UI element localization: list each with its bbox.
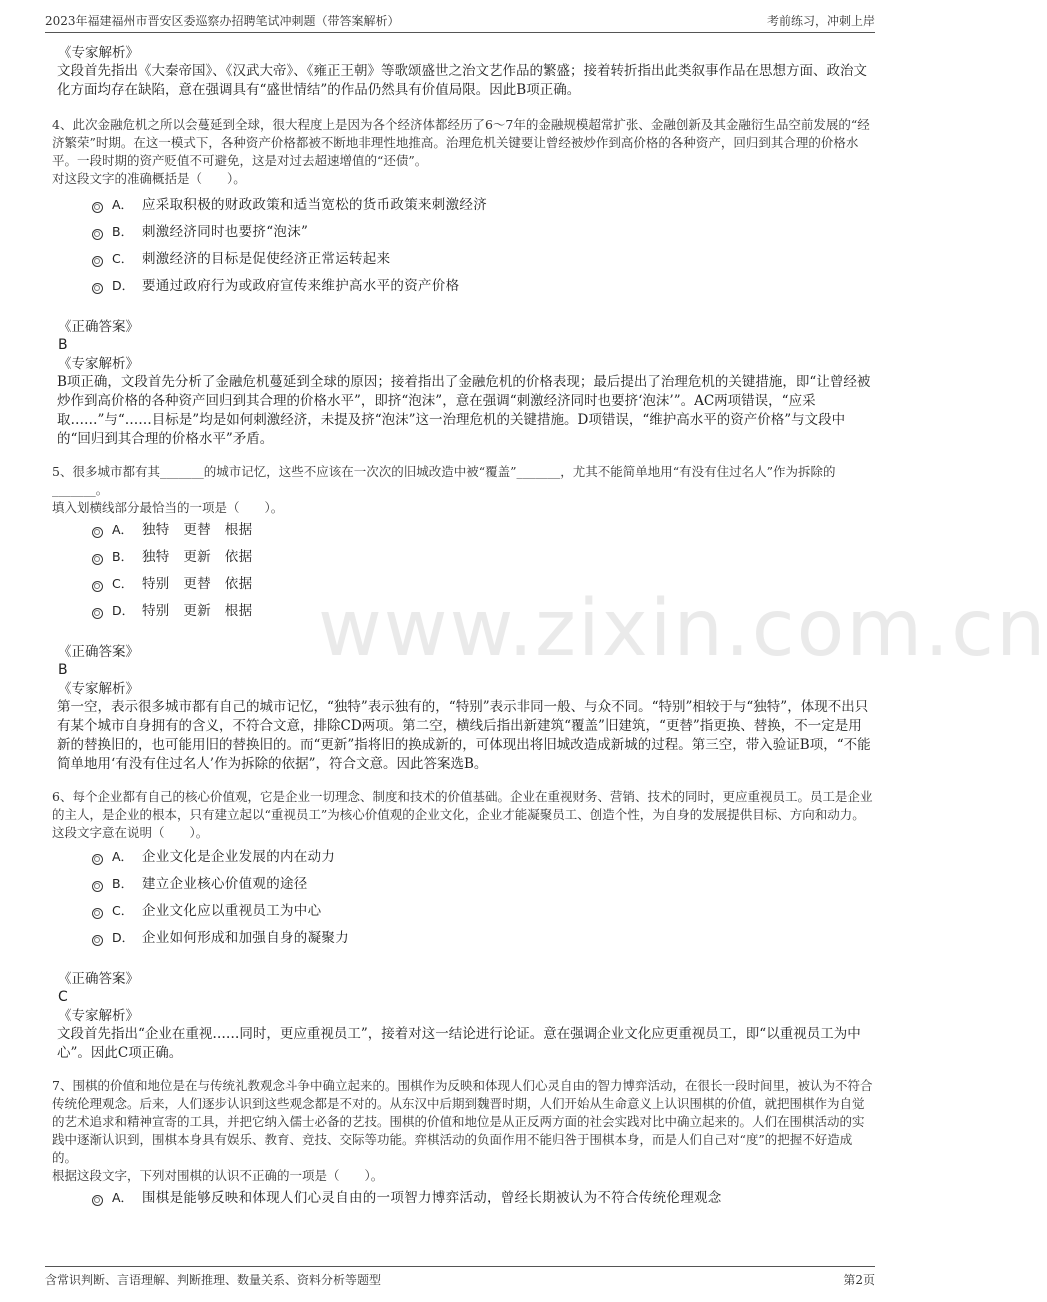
option-a[interactable]: A． 独特 更替 根据 bbox=[92, 521, 875, 548]
analysis-text: 文段首先指出《大秦帝国》、《汉武大帝》、《雍正王朝》等歌颂盛世之治文艺作品的繁盛；接着转折指出此类叙事作品在思想方面、政治文化方面均存在缺陷，意在强调具有“盛世情结”的作品仍然具有价值局限。因此B项正确。 bbox=[57, 63, 867, 98]
header-slogan: 考前练习，冲刺上岸 bbox=[766, 14, 875, 28]
options-list bbox=[92, 848, 875, 956]
analysis-text: 第一空，表示很多城市都有自己的城市记忆，“独特”表示独有的，“特别”表示非同一般、与众不同。“特别”相较于与“独特”，体现不出只有某个城市自身拥有的含义，不符合文意，排除CD两项。第二空，横线后指出新建筑“覆盖”旧建筑，“更替”指更换、替换，不一定是用新的替换旧的，也可能用旧的替换旧的。而“更新”指将旧的换成新的，可体现出将旧城改造成新城的过程。第三空，带入验证B项，“不能简单地用‘有没有住过名人’作为拆除的依据”，符合文意。因此答案选B。 bbox=[57, 699, 871, 772]
option-c[interactable]: C． 刺激经济的目标是促使经济正常运转起来 bbox=[92, 250, 875, 277]
question-prompt: 这段文字意在说明（ ）。 bbox=[52, 825, 209, 840]
answer-value: B bbox=[58, 662, 68, 678]
radio-icon[interactable] bbox=[92, 1195, 103, 1206]
question-5 bbox=[52, 463, 875, 774]
question-prompt: 根据这段文字，下列对围棋的认识不正确的一项是（ ）。 bbox=[52, 1168, 384, 1183]
option-a[interactable]: A． 企业文化是企业发展的内在动力 bbox=[92, 848, 875, 875]
answer-label: 《正确答案》 bbox=[58, 971, 139, 987]
option-d[interactable]: D． 要通过政府行为或政府宣传来维护高水平的资产价格 bbox=[92, 277, 875, 304]
radio-icon[interactable] bbox=[92, 256, 103, 267]
question-6 bbox=[52, 788, 875, 1063]
answer-label: 《正确答案》 bbox=[58, 319, 139, 335]
option-c[interactable]: C． 特别 更替 依据 bbox=[92, 575, 875, 602]
option-a[interactable]: A． 应采取积极的财政政策和适当宽松的货币政策来刺激经济 bbox=[92, 196, 875, 223]
page-header bbox=[45, 10, 875, 33]
radio-icon[interactable] bbox=[92, 283, 103, 294]
page-footer bbox=[45, 1266, 875, 1287]
analysis-label: 《专家解析》 bbox=[58, 45, 139, 61]
options-list bbox=[92, 1189, 875, 1216]
answer-label: 《正确答案》 bbox=[58, 644, 139, 660]
option-b[interactable]: B． 建立企业核心价值观的途径 bbox=[92, 875, 875, 902]
question-prompt: 对这段文字的准确概括是（ ）。 bbox=[52, 171, 246, 186]
answer-value: B bbox=[58, 337, 68, 353]
option-b[interactable]: B． 独特 更新 依据 bbox=[92, 548, 875, 575]
option-d[interactable]: D． 企业如何形成和加强自身的凝聚力 bbox=[92, 929, 875, 956]
radio-icon[interactable] bbox=[92, 881, 103, 892]
analysis-label: 《专家解析》 bbox=[58, 681, 139, 697]
document-body bbox=[52, 44, 875, 1216]
radio-icon[interactable] bbox=[92, 527, 103, 538]
watermark: www.zixin.com.cn bbox=[318, 584, 1047, 674]
footer-categories: 含常识判断、言语理解、判断推理、数量关系、资料分析等题型 bbox=[45, 1273, 382, 1287]
question-stem: 7、围棋的价值和地位是在与传统礼教观念斗争中确立起来的。围棋作为反映和体现人们心灵自由的智力博弈活动，在很长一段时间里，被认为不符合传统伦理观念。后来，人们逐步认识到这些观念都是不对的。从东汉中后期到魏晋时期，人们开始从生命意义上认识围棋的价值，就把围棋作为自觉的艺术追求和精神宣寄的工具，并把它纳入儒士必备的艺技。围棋的价值和地位是从正反两方面的社会实践对比中确立起来的。人们在围棋活动的实践中逐渐认识到，围棋本身具有娱乐、教育、竞技、交际等功能。弈棋活动的负面作用不能归咎于围棋本身，而是人们自己对“度”的把握不好造成的。 bbox=[52, 1078, 873, 1165]
radio-icon[interactable] bbox=[92, 202, 103, 213]
document-title: 2023年福建福州市晋安区委巡察办招聘笔试冲刺题（带答案解析） bbox=[45, 14, 400, 28]
radio-icon[interactable] bbox=[92, 608, 103, 619]
answer-value: C bbox=[58, 989, 68, 1005]
radio-icon[interactable] bbox=[92, 229, 103, 240]
option-c[interactable]: C． 企业文化应以重视员工为中心 bbox=[92, 902, 875, 929]
question-prompt: 填入划横线部分最恰当的一项是（ ）。 bbox=[52, 500, 284, 515]
analysis-text: B项正确，文段首先分析了金融危机蔓延到全球的原因；接着指出了金融危机的价格表现；最后提出了治理危机的关键措施，即“让曾经被炒作到高价格的各种资产回归到其合理的价格水平”，即挤“泡沫”，意在强调“刺激经济同时也要挤‘泡沫’”。AC两项错误，“应采取……”与“……目标是”均是如何刺激经济，未提及挤“泡沫”这一治理危机的关键措施。D项错误，“维护高水平的资产价格”与文段中的“回归到其合理的价格水平”矛盾。 bbox=[57, 374, 871, 447]
option-b[interactable]: B． 刺激经济同时也要挤“泡沫” bbox=[92, 223, 875, 250]
radio-icon[interactable] bbox=[92, 908, 103, 919]
question-stem: 5、很多城市都有其_______的城市记忆，这些不应该在一次次的旧城改造中被“覆盖”_______，尤其不能简单地用“有没有住过名人”作为拆除的_______。 bbox=[52, 464, 836, 497]
radio-icon[interactable] bbox=[92, 554, 103, 565]
question-stem: 4、此次金融危机之所以会蔓延到全球，很大程度上是因为各个经济体都经历了6～7年的金融规模超常扩张、金融创新及其金融衍生品空前发展的“经济繁荣”时期。在这一模式下，各种资产价格都被不断地非理性地推高。治理危机关键要让曾经被炒作到高价格的各种资产，回归到其合理的价格水平。一段时期的资产贬值不可避免，这是对过去超速增值的“还债”。 bbox=[52, 117, 870, 168]
page-number: 第2页 bbox=[843, 1273, 875, 1287]
options-list bbox=[92, 521, 875, 629]
question-stem: 6、每个企业都有自己的核心价值观，它是企业一切理念、制度和技术的价值基础。企业在重视财务、营销、技术的同时，更应重视员工。员工是企业的主人，是企业的根本，只有建立起以“重视员工”为核心价值观的企业文化，企业才能凝聚员工、创造个性，为自身的发展提供目标、方向和动力。 bbox=[52, 789, 873, 822]
analysis-label: 《专家解析》 bbox=[58, 356, 139, 372]
option-d[interactable]: D． 特别 更新 根据 bbox=[92, 602, 875, 629]
question-3-tail bbox=[52, 44, 875, 100]
radio-icon[interactable] bbox=[92, 854, 103, 865]
option-a[interactable]: A． 围棋是能够反映和体现人们心灵自由的一项智力博弈活动，曾经长期被认为不符合传统伦理观念 bbox=[92, 1189, 875, 1216]
options-list bbox=[92, 196, 875, 304]
analysis-label: 《专家解析》 bbox=[58, 1008, 139, 1024]
radio-icon[interactable] bbox=[92, 581, 103, 592]
question-7 bbox=[52, 1077, 875, 1216]
radio-icon[interactable] bbox=[92, 935, 103, 946]
analysis-text: 文段首先指出“企业在重视……同时，更应重视员工”，接着对这一结论进行论证。意在强调企业文化应更重视员工，即“以重视员工为中心”。因此C项正确。 bbox=[57, 1026, 861, 1061]
question-4 bbox=[52, 116, 875, 449]
